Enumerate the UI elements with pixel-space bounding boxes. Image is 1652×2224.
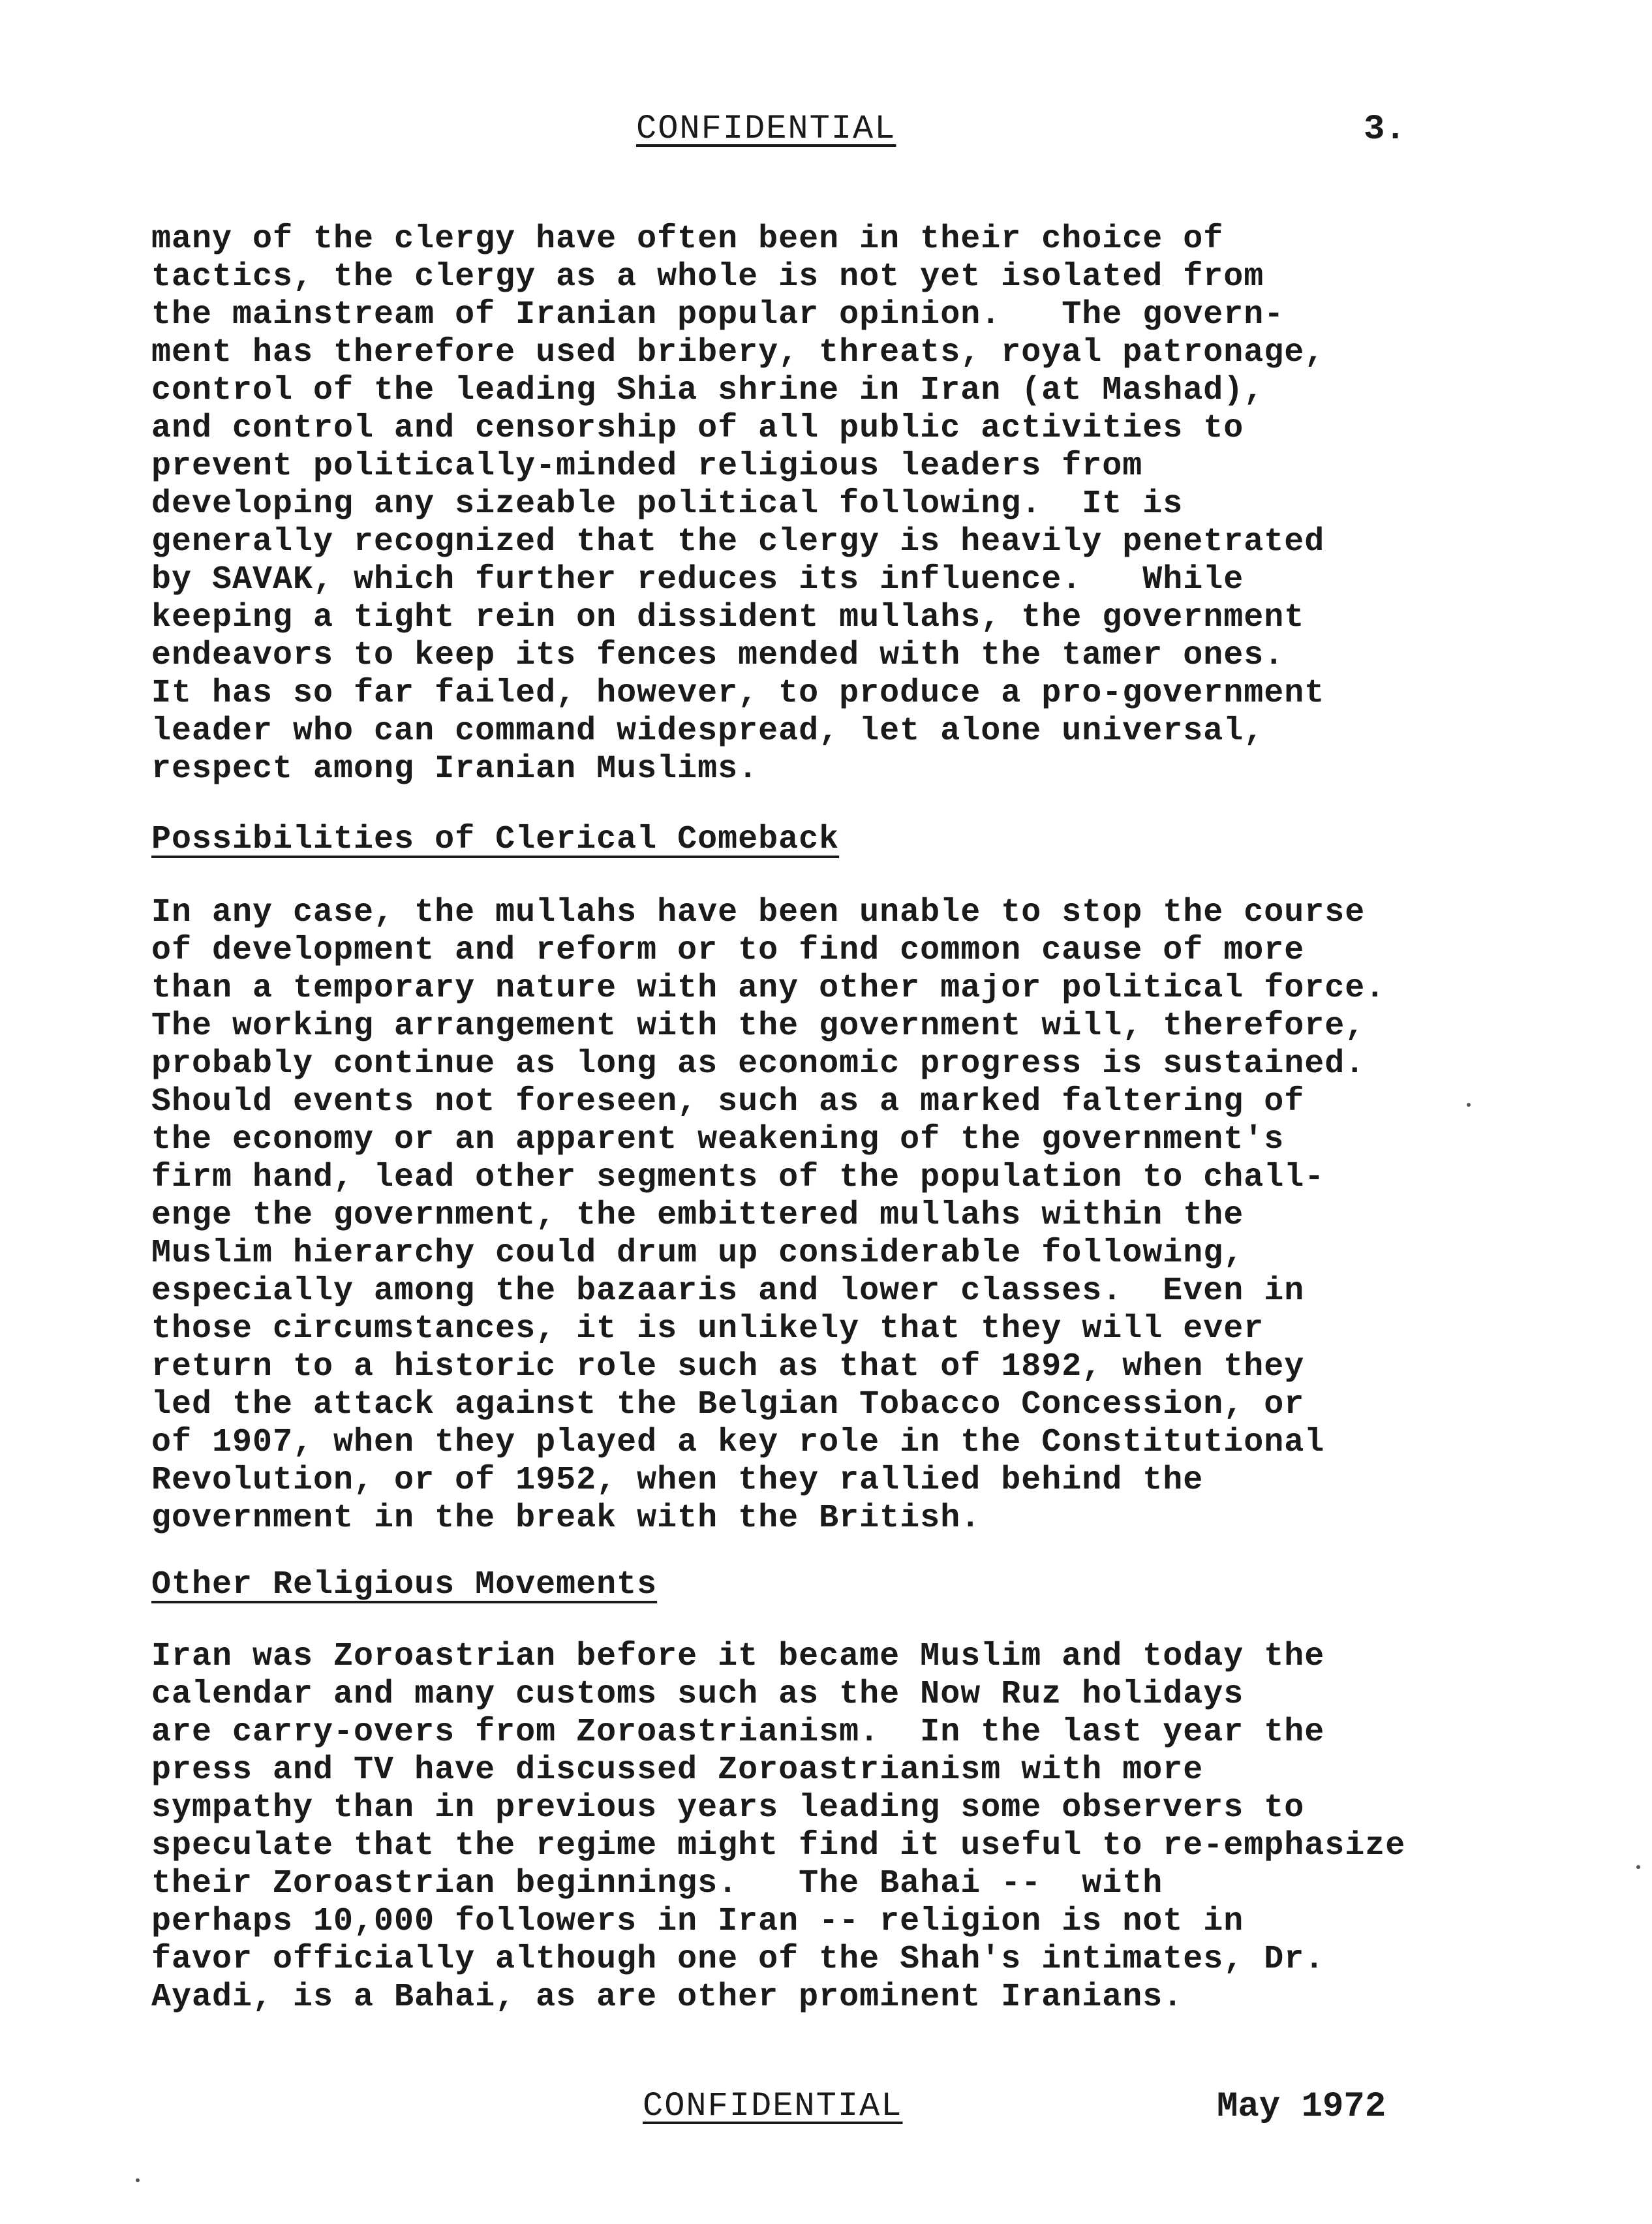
text-line: and control and censorship of all public activities to [151,410,1244,447]
text-line: In any case, the mullahs have been unable to stop the course [151,894,1366,931]
text-line: by SAVAK, which further reduces its influence. While [151,561,1244,598]
text-line: Ayadi, is a Bahai, as are other prominent Iranians. [151,1979,1184,2016]
text-line: The working arrangement with the government will, therefore, [151,1008,1366,1045]
text-line: those circumstances, it is unlikely that they will ever [151,1310,1264,1348]
section-heading-other-religious-movements: Other Religious Movements [151,1566,658,1603]
text-line: probably continue as long as economic progress is sustained. [151,1045,1366,1083]
text-line: government in the break with the British. [151,1500,981,1537]
text-line: led the attack against the Belgian Tobacco Concession, or [151,1386,1305,1423]
text-line: control of the leading Shia shrine in Iran (at Mashad), [151,372,1264,409]
text-line: leader who can command widespread, let alone universal, [151,713,1264,750]
text-line: enge the government, the embittered mullahs within the [151,1197,1244,1234]
text-line: It has so far failed, however, to produce a pro-government [151,675,1325,712]
footer-classification: CONFIDENTIAL [643,2087,903,2125]
text-line: of 1907, when they played a key role in the Constitutional [151,1424,1325,1461]
paragraph-other-religious-movements [151,1638,1405,2016]
scan-speck [1636,1865,1640,1869]
text-line: many of the clergy have often been in their choice of [151,221,1224,258]
text-line: Muslim hierarchy could drum up considerable following, [151,1235,1244,1272]
text-line: developing any sizeable political following. It is [151,486,1184,523]
text-line: their Zoroastrian beginnings. The Bahai -- with [151,1865,1163,1902]
text-line: the economy or an apparent weakening of the government's [151,1121,1285,1158]
text-line: sympathy than in previous years leading some observers to [151,1789,1305,1827]
footer-date: May 1972 [1217,2087,1386,2127]
text-line: keeping a tight rein on dissident mullahs, the government [151,599,1305,636]
text-line: respect among Iranian Muslims. [151,750,759,788]
text-line: are carry-overs from Zoroastrianism. In the last year the [151,1714,1325,1751]
scan-speck [136,2178,140,2182]
text-line: firm hand, lead other segments of the population to chall- [151,1159,1325,1196]
text-line: generally recognized that the clergy is heavily penetrated [151,523,1325,561]
text-line: favor officially although one of the Shah's intimates, Dr. [151,1941,1325,1978]
header-classification: CONFIDENTIAL [636,110,896,148]
scan-speck [1467,1103,1471,1107]
text-line: ment has therefore used bribery, threats, royal patronage, [151,334,1325,371]
text-line: perhaps 10,000 followers in Iran -- religion is not in [151,1903,1244,1940]
text-line: tactics, the clergy as a whole is not yet isolated from [151,258,1264,296]
text-line: Iran was Zoroastrian before it became Muslim and today the [151,1638,1325,1675]
page-number: 3. [1364,110,1406,149]
paragraph-clergy-isolation [151,221,1324,788]
text-line: speculate that the regime might find it useful to re-emphasize [151,1827,1406,1864]
text-line: especially among the bazaaris and lower classes. Even in [151,1273,1305,1310]
text-line: Revolution, or of 1952, when they rallied behind the [151,1462,1204,1499]
text-line: endeavors to keep its fences mended with the tamer ones. [151,637,1285,674]
text-line: return to a historic role such as that of 1892, when they [151,1348,1305,1385]
text-line: prevent politically-minded religious leaders from [151,448,1143,485]
text-line: of development and reform or to find common cause of more [151,932,1305,969]
text-line: than a temporary nature with any other major political force. [151,970,1386,1007]
paragraph-clerical-comeback [151,894,1385,1537]
text-line: Should events not foreseen, such as a marked faltering of [151,1083,1305,1120]
text-line: the mainstream of Iranian popular opinion. The govern- [151,296,1285,333]
text-line: calendar and many customs such as the Now Ruz holidays [151,1676,1244,1713]
section-heading-clerical-comeback: Possibilities of Clerical Comeback [151,821,840,858]
text-line: press and TV have discussed Zoroastrianism with more [151,1752,1204,1789]
